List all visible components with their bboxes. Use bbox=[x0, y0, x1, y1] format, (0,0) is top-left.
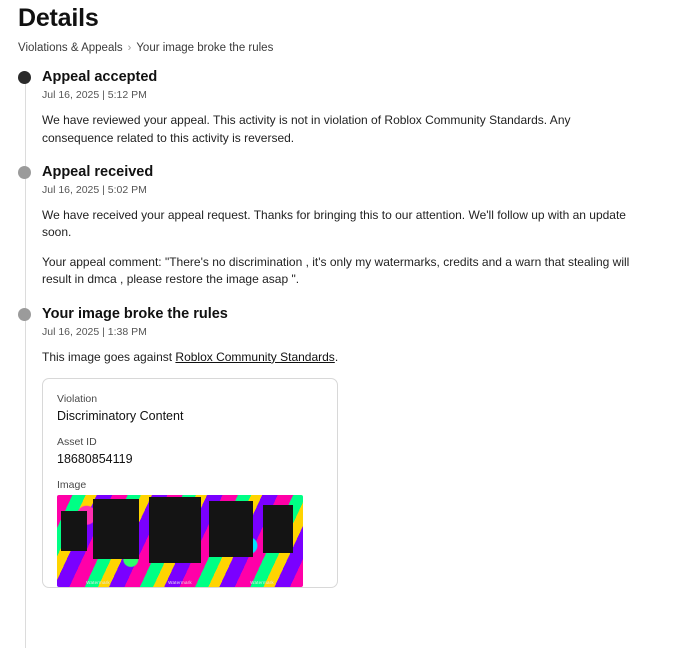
violation-label: Violation bbox=[57, 393, 98, 406]
chevron-right-icon: › bbox=[127, 42, 132, 54]
image-caption: Watermark bbox=[86, 580, 110, 586]
event-timestamp: Jul 16, 2025 | 5:02 PM bbox=[42, 184, 147, 197]
event-title: Appeal received bbox=[42, 163, 154, 180]
event-body: We have reviewed your appeal. This activity is not in violation of Roblox Community Standards. Any consequence related to this activity is reversed. bbox=[42, 113, 571, 145]
timeline bbox=[18, 68, 672, 588]
image-caption: Watermark bbox=[250, 580, 274, 586]
image-caption: Watermark bbox=[168, 580, 192, 586]
event-body bbox=[42, 349, 642, 366]
image-watermark-captions bbox=[57, 580, 303, 585]
timeline-event-appeal-received bbox=[42, 163, 672, 289]
event-body: We have received your appeal request. Thanks for bringing this to our attention. We'll follow up with an update soon. bbox=[42, 208, 626, 240]
page-title: Details bbox=[18, 4, 99, 32]
event-appeal-comment: Your appeal comment: "There's no discrimination , it's only my watermarks, credits and a warn that stealing will result in dmca , please restore the image asap ". bbox=[42, 254, 630, 287]
image-panel bbox=[263, 505, 293, 553]
timeline-dot-icon bbox=[18, 166, 31, 179]
violation-card bbox=[42, 378, 338, 588]
event-title: Appeal accepted bbox=[42, 69, 158, 85]
timeline-event-image-broke-rules bbox=[42, 305, 672, 589]
event-body-suffix: . bbox=[334, 349, 339, 364]
timeline-dot-icon bbox=[18, 308, 31, 321]
community-standards-link[interactable]: Roblox Community Standards bbox=[175, 349, 335, 364]
image-panel bbox=[61, 511, 87, 551]
image-label: Image bbox=[57, 479, 87, 492]
timeline-event-appeal-accepted bbox=[42, 68, 672, 147]
image-panel bbox=[93, 499, 139, 559]
timeline-dot-icon bbox=[18, 71, 31, 84]
details-page bbox=[0, 2, 690, 586]
violation-value: Discriminatory Content bbox=[57, 409, 184, 424]
event-timestamp: Jul 16, 2025 | 1:38 PM bbox=[42, 325, 147, 338]
asset-id-value: 18680854119 bbox=[57, 452, 133, 467]
asset-id-label: Asset ID bbox=[57, 436, 97, 449]
event-body-prefix: This image goes against bbox=[42, 349, 176, 364]
breadcrumb bbox=[18, 42, 672, 54]
breadcrumb-current: Your image broke the rules bbox=[136, 42, 274, 54]
image-panel bbox=[209, 501, 253, 557]
violation-image-thumbnail[interactable] bbox=[57, 495, 303, 587]
image-panel bbox=[149, 497, 201, 563]
event-timestamp: Jul 16, 2025 | 5:12 PM bbox=[42, 89, 147, 102]
event-title: Your image broke the rules bbox=[42, 305, 228, 322]
breadcrumb-link-violations-appeals[interactable]: Violations & Appeals bbox=[18, 42, 123, 54]
